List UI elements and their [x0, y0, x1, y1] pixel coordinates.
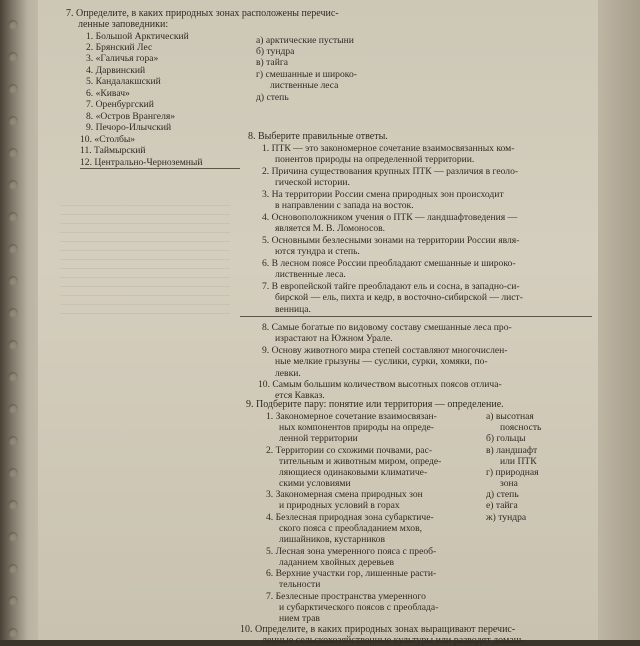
- punch-hole: [8, 308, 18, 318]
- q9-term: в) ландшафт: [486, 445, 538, 456]
- q8-line: 5. Основными безлесными зонами на территории России явля-: [262, 235, 520, 246]
- q9-definition: и природных условий в горах: [279, 500, 400, 511]
- q9-term: г) природная: [486, 467, 539, 478]
- q9-definition: 1. Закономерное сочетание взаимосвязан-: [266, 411, 437, 422]
- q8-line: израстают на Южном Урале.: [275, 333, 393, 344]
- q9-title: 9. Подберите пару: понятие или территория — определение.: [246, 399, 504, 410]
- q8-line: понентов природы на определенной территории.: [275, 154, 475, 165]
- reserve-item: 7. Оренбургский: [86, 99, 154, 110]
- punch-hole: [8, 20, 18, 30]
- reserve-item: 3. «Галичья гора»: [86, 53, 159, 64]
- punch-hole: [8, 500, 18, 510]
- q9-term: е) тайга: [486, 500, 518, 511]
- divider: [240, 316, 592, 317]
- reserve-item: 5. Кандалакшский: [86, 76, 161, 87]
- punch-hole: [8, 372, 18, 382]
- q8-line: 1. ПТК — это закономерное сочетание взаимосвязанных ком-: [262, 143, 515, 154]
- q9-definition: лишайников, кустарников: [279, 534, 385, 545]
- q9-term: зона: [500, 478, 518, 489]
- q9-definition: тительным и животным миром, опреде-: [279, 456, 442, 467]
- q9-term: ж) тундра: [486, 512, 527, 523]
- q9-definition: скими условиями: [279, 478, 351, 489]
- punch-hole: [8, 532, 18, 542]
- reserve-item: 4. Дарвинский: [86, 65, 146, 76]
- zone-option: а) арктические пустыни: [256, 35, 354, 46]
- q8-line: 2. Причина существования крупных ПТК — различия в геоло-: [262, 166, 519, 177]
- q8-line: 9. Основу животного мира степей составляют многочислен-: [262, 345, 508, 356]
- q9-definition: 5. Лесная зона умеренного пояса с преоб-: [266, 546, 437, 557]
- q8-line: является М. В. Ломоносов.: [275, 223, 386, 234]
- q8-line: 3. На территории России смена природных зон происходит: [262, 189, 504, 200]
- reserve-item: 8. «Остров Врангеля»: [86, 111, 176, 122]
- q8-line: 4. Основоположником учения о ПТК — ландшафтоведения —: [262, 212, 518, 223]
- q9-definition: ладанием хвойных деревьев: [279, 557, 395, 568]
- zone-option: в) тайга: [256, 57, 289, 68]
- q8-title: 8. Выберите правильные ответы.: [248, 131, 388, 142]
- q8-line: 8. Самые богатые по видовому составу смешанные леса про-: [262, 322, 512, 333]
- punch-hole: [8, 436, 18, 446]
- zone-option: г) смешанные и широко-: [256, 69, 357, 80]
- punch-hole: [8, 180, 18, 190]
- q9-definition: ского пояса с преобладанием мхов,: [279, 523, 423, 534]
- reserve-item: 12. Центрально-Черноземный: [80, 157, 203, 168]
- sheet-protector-edge: [4, 0, 24, 640]
- q9-definition: и субарктического поясов с преоблада-: [279, 602, 439, 613]
- q9-term: а) высотная: [486, 411, 534, 422]
- divider: [80, 168, 240, 169]
- q7-title-line1: 7. Определите, в каких природных зонах расположены перечис-: [66, 8, 339, 19]
- punch-hole: [8, 564, 18, 574]
- q8-line: бирской — ель, пихта и кедр, в восточно-сибирской — лист-: [275, 292, 523, 303]
- q9-definition: 6. Верхние участки гор, лишенные расти-: [266, 568, 437, 579]
- q9-definition: тельности: [279, 579, 321, 590]
- q9-term: или ПТК: [500, 456, 537, 467]
- q8-line: 10. Самым большим количеством высотных поясов отлича-: [258, 379, 502, 390]
- reserve-item: 10. «Столбы»: [80, 134, 136, 145]
- reserve-item: 1. Большой Арктический: [86, 31, 189, 42]
- q8-line: в направлении с запада на восток.: [275, 200, 414, 211]
- reserve-item: 9. Печоро-Илычский: [86, 122, 172, 133]
- punch-hole: [8, 276, 18, 286]
- reserve-item: 6. «Кивач»: [86, 88, 130, 99]
- punch-hole: [8, 628, 18, 638]
- q8-line: гической истории.: [275, 177, 350, 188]
- q8-line: лиственные леса.: [275, 269, 346, 280]
- punch-hole: [8, 244, 18, 254]
- q9-definition: ляющиеся одинаковыми климатиче-: [279, 467, 428, 478]
- zone-option: б) тундра: [256, 46, 295, 57]
- q10-line2: ленные сельскохозяйственные культуры или разводят домаш-: [262, 635, 525, 646]
- punch-hole: [8, 212, 18, 222]
- q9-definition: нием трав: [279, 613, 320, 624]
- reserve-item: 2. Брянский Лес: [86, 42, 153, 53]
- q8-line: ется Кавказ.: [275, 390, 325, 401]
- q9-definition: 4. Безлесная природная зона субарктиче-: [266, 512, 434, 523]
- q9-term: б) гольцы: [486, 433, 526, 444]
- q9-definition: 2. Территории со схожими почвами, рас-: [266, 445, 433, 456]
- q9-definition: ленной территории: [279, 433, 358, 444]
- zone-option: д) степь: [256, 92, 289, 103]
- q8-line: ются тундра и степь.: [275, 246, 360, 257]
- q8-line: левки.: [275, 368, 301, 379]
- q8-line: 7. В европейской тайге преобладают ель и сосна, в западно-си-: [262, 281, 520, 292]
- q7-title-line2: ленные заповедники:: [78, 19, 169, 30]
- q9-term: поясность: [500, 422, 542, 433]
- q9-definition: 3. Закономерная смена природных зон: [266, 489, 423, 500]
- punch-hole: [8, 148, 18, 158]
- punch-hole: [8, 404, 18, 414]
- q8-line: венница.: [275, 304, 311, 315]
- q9-term: д) степь: [486, 489, 519, 500]
- q8-line: ные мелкие грызуны — суслики, сурки, хомяки, по-: [275, 356, 488, 367]
- punch-hole: [8, 84, 18, 94]
- punch-hole: [8, 340, 18, 350]
- q9-definition: ных компонентов природы на опреде-: [279, 422, 434, 433]
- zone-option: лиственные леса: [270, 80, 339, 91]
- q9-definition: 7. Безлесные пространства умеренного: [266, 591, 426, 602]
- bleed-through-text: [60, 205, 230, 315]
- q10-line1: 10. Определите, в каких природных зонах выращивают перечис-: [240, 624, 516, 635]
- reserve-item: 11. Таймырский: [80, 145, 146, 156]
- q8-line: 6. В лесном поясе России преобладают смешанные и широко-: [262, 258, 516, 269]
- punch-hole: [8, 52, 18, 62]
- punch-hole: [8, 596, 18, 606]
- punch-hole: [8, 468, 18, 478]
- punch-hole: [8, 116, 18, 126]
